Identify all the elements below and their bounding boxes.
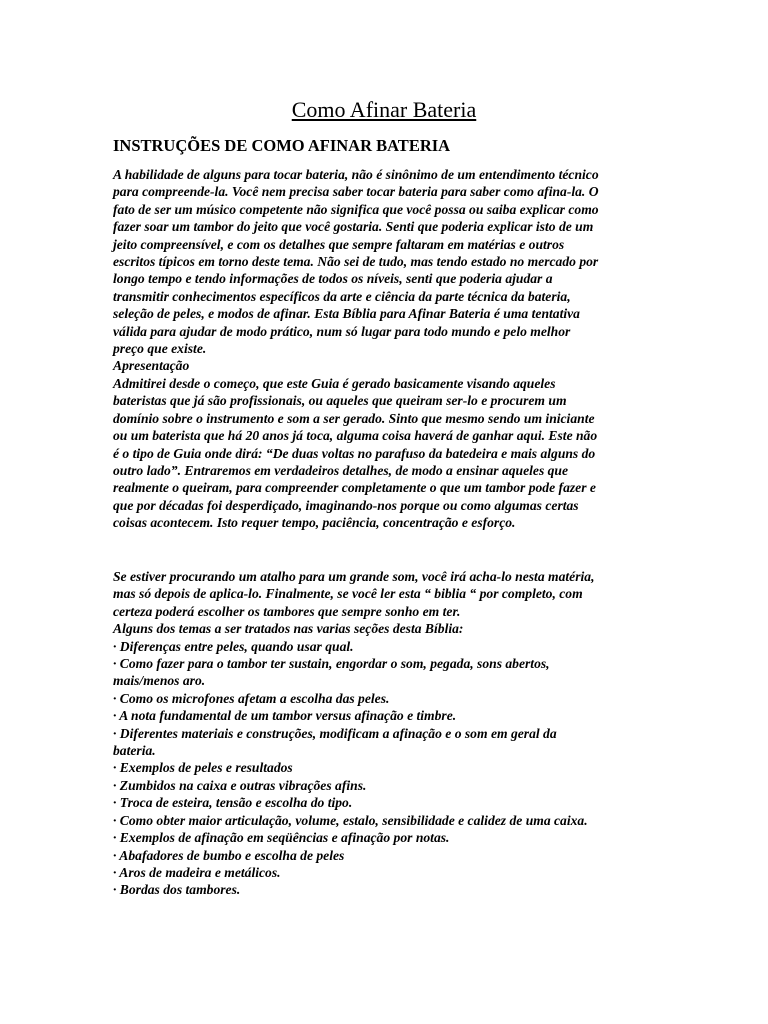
paragraph-line: Apresentação: [113, 358, 190, 374]
paragraph-line: Alguns dos temas a ser tratados nas varias seções desta Bíblia:: [113, 621, 464, 637]
paragraph-line: · Bordas dos tambores.: [113, 882, 241, 898]
paragraph-line: ou um baterista que há 20 anos já toca, alguma coisa haverá de ganhar aqui. Este não: [113, 428, 598, 444]
paragraph-line: certeza poderá escolher os tambores que sempre sonho em ter.: [113, 603, 461, 619]
paragraph-line: · Como os microfones afetam a escolha das peles.: [113, 690, 390, 706]
paragraph-line: mais/menos aro.: [113, 673, 206, 689]
paragraph-line: longo tempo e tendo informações de todos os níveis, senti que poderia ajudar a: [113, 271, 553, 287]
paragraph-line: escritos típicos em torno deste tema. Não sei de tudo, mas tendo estado no mercado por: [113, 254, 599, 270]
paragraph-line: · Diferentes materiais e construções, modificam a afinação e o som em geral da: [113, 725, 557, 741]
paragraph-line: bateristas que já são profissionais, ou aqueles que queiram ser-lo e procurem um: [113, 393, 567, 409]
paragraph-line: jeito compreensível, e com os detalhes que sempre faltaram em matérias e outros: [113, 236, 565, 252]
paragraph-line: outro lado”. Entraremos em verdadeiros detalhes, de modo a ensinar aqueles que: [113, 462, 569, 478]
paragraph-line: · Exemplos de peles e resultados: [113, 760, 293, 776]
paragraph-line: · Aros de madeira e metálicos.: [113, 864, 281, 880]
paragraph-line: domínio sobre o instrumento e som a ser gerado. Sinto que mesmo sendo um iniciante: [113, 410, 595, 426]
page-title: Como Afinar Bateria: [291, 97, 477, 122]
paragraph-line: · Como obter maior articulação, volume, estalo, sensibilidade e calidez de uma caixa.: [113, 812, 588, 828]
paragraph-line: realmente o queiram, para compreender completamente o que um tambor pode fazer e: [113, 480, 596, 496]
paragraph-line: válida para ajudar de modo prático, num só lugar para todo mundo e pelo melhor: [113, 323, 571, 339]
paragraph-line: mas só depois de aplica-lo. Finalmente, se você ler esta “ biblia “ por completo, com: [113, 586, 583, 602]
paragraph-line: fato de ser um músico competente não significa que você possa ou saiba explicar como: [113, 201, 599, 217]
paragraph-line: fazer soar um tambor do jeito que você gostaria. Senti que poderia explicar isto de um: [113, 219, 594, 235]
paragraph-line: · Como fazer para o tambor ter sustain, engordar o som, pegada, sons abertos,: [113, 656, 550, 672]
paragraph-line: Se estiver procurando um atalho para um grande som, você irá acha-lo nesta matéria,: [113, 569, 595, 584]
section-heading: INSTRUÇÕES DE COMO AFINAR BATERIA: [113, 136, 451, 155]
paragraph-line: que por décadas foi desperdiçado, imaginando-nos porque ou como algumas certas: [113, 497, 579, 513]
paragraph-line: · Diferenças entre peles, quando usar qual.: [113, 638, 354, 654]
paragraph-line: transmitir conhecimentos específicos da arte e ciência da parte técnica da bateria,: [113, 288, 571, 304]
paragraph-line: · A nota fundamental de um tambor versus afinação e timbre.: [113, 708, 457, 724]
paragraph-line: Admitirei desde o começo, que este Guia é gerado basicamente visando aqueles: [113, 375, 556, 391]
paragraph-line: bateria.: [113, 743, 156, 759]
paragraph-line: para compreende-la. Você nem precisa saber tocar bateria para saber como afina-la. O: [113, 184, 599, 200]
paragraph-line: preço que existe.: [113, 341, 207, 357]
paragraph-line: · Abafadores de bumbo e escolha de peles: [113, 847, 345, 863]
topics-text: [113, 568, 658, 899]
paragraph-line: · Zumbidos na caixa e outras vibrações afins.: [113, 777, 367, 793]
paragraph-line: é o tipo de Guia onde dirá: “De duas voltas no parafuso da batedeira e mais alguns do: [113, 445, 596, 461]
paragraph-line: · Troca de esteira, tensão e escolha do tipo.: [113, 795, 353, 811]
paragraph-line: · Exemplos de afinação em seqüências e afinação por notas.: [113, 830, 450, 846]
introduction-text: [113, 166, 658, 532]
paragraph-line: seleção de peles, e modos de afinar. Esta Bíblia para Afinar Bateria é uma tentativa: [113, 306, 580, 322]
paragraph-line: coisas acontecem. Isto requer tempo, paciência, concentração e esforço.: [113, 515, 516, 531]
paragraph-line: A habilidade de alguns para tocar bateria, não é sinônimo de um entendimento técnico: [113, 167, 599, 182]
